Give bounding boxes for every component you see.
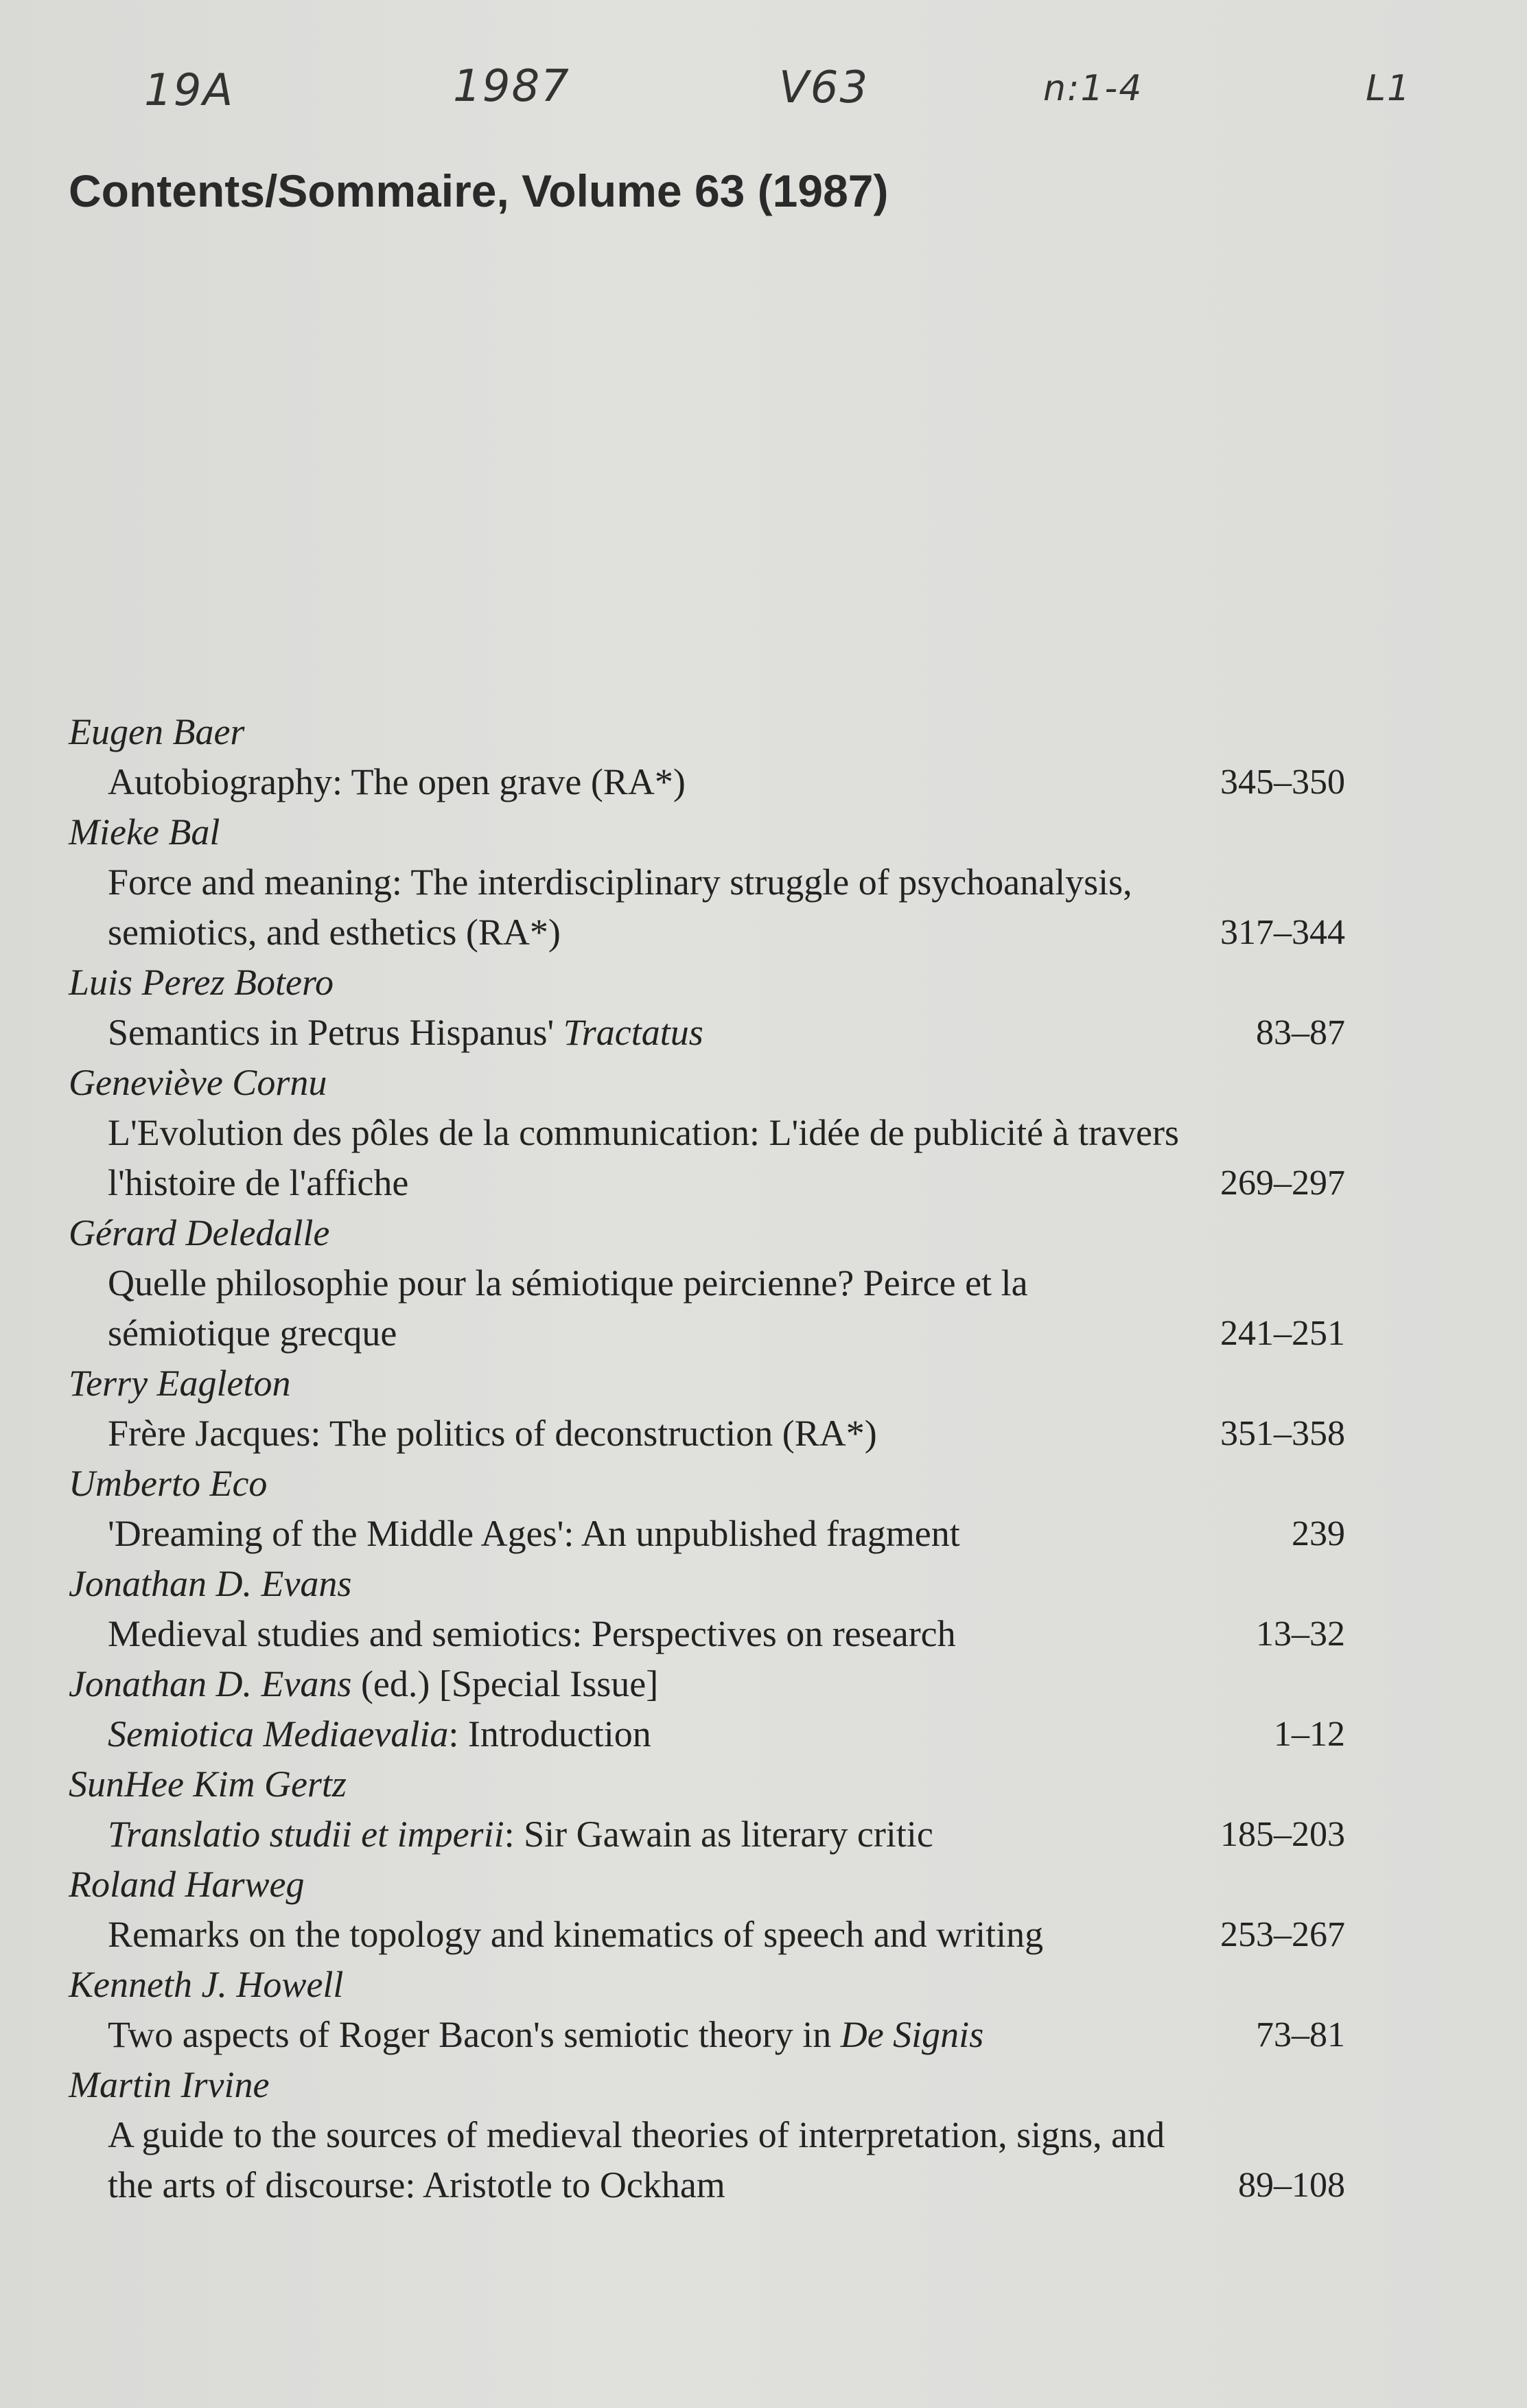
entry-author: Kenneth J. Howell [69, 1964, 344, 2005]
entry-pages: 253–267 [1220, 1915, 1345, 1954]
contents-entry [69, 1759, 1345, 1860]
entry-pages: 73–81 [1256, 2015, 1345, 2054]
entry-title-italic: Semiotica Mediaevalia [108, 1713, 449, 1755]
entry-author [69, 1659, 1345, 1709]
entry-author: Geneviève Cornu [69, 1062, 327, 1103]
contents-list [69, 707, 1345, 2210]
entry-title-plain: : Sir Gawain as literary critic [504, 1814, 933, 1855]
handwritten-notes [0, 61, 1527, 134]
entry-title-italic: Tractatus [563, 1012, 703, 1053]
entry-work [69, 2010, 1345, 2060]
entry-work [69, 1258, 1345, 1358]
entry-pages: 83–87 [1256, 1013, 1345, 1052]
entry-author-name: Jonathan D. Evans [69, 1663, 352, 1704]
entry-title: L'Evolution des pôles de la communication: L'idée de publicité à travers l'histoire de l'affiche [108, 1112, 1179, 1203]
contents-entry [69, 1960, 1345, 2060]
contents-entry [69, 1459, 1345, 1559]
entry-title: Quelle philosophie pour la sémiotique peircienne? Peirce et la sémiotique grecque [108, 1262, 1028, 1354]
entry-author: Jonathan D. Evans [69, 1563, 352, 1604]
entry-work [69, 2110, 1345, 2210]
entry-title-italic: De Signis [840, 2014, 984, 2055]
entry-author: Umberto Eco [69, 1463, 268, 1504]
contents-entry [69, 1860, 1345, 1960]
contents-entry [69, 2060, 1345, 2210]
entry-work [69, 1108, 1345, 1208]
contents-entry [69, 1659, 1345, 1759]
entry-author: Martin Irvine [69, 2064, 270, 2105]
entry-title: Force and meaning: The interdisciplinary struggle of psychoanalysis, semiotics, and esthetics (RA*) [108, 861, 1132, 953]
entry-title-italic: Translatio studii et imperii [108, 1814, 504, 1855]
entry-pages: 239 [1292, 1514, 1345, 1553]
handwritten-note: L1 [1366, 68, 1412, 109]
entry-title: 'Dreaming of the Middle Ages': An unpublished fragment [108, 1513, 960, 1554]
page-title: Contents/Sommaire, Volume 63 (1987) [69, 165, 889, 216]
entry-title [108, 1008, 1184, 1058]
entry-title-plain: Two aspects of Roger Bacon's semiotic theory in [108, 2014, 841, 2055]
entry-work [69, 1609, 1345, 1659]
entry-work [69, 757, 1345, 807]
contents-entry [69, 958, 1345, 1058]
handwritten-note: 19A [144, 65, 235, 116]
entry-pages: 241–251 [1220, 1314, 1345, 1353]
entry-title: Medieval studies and semiotics: Perspectives on research [108, 1613, 956, 1654]
entry-author: Gérard Deledalle [69, 1212, 330, 1253]
entry-pages: 351–358 [1220, 1414, 1345, 1453]
entry-work [69, 1008, 1345, 1058]
entry-author: Luis Perez Botero [69, 962, 334, 1003]
entry-pages: 1–12 [1274, 1715, 1345, 1754]
entry-pages: 185–203 [1220, 1815, 1345, 1854]
contents-entry [69, 707, 1345, 807]
handwritten-note: 1987 [453, 61, 570, 112]
entry-title-plain: : Introduction [448, 1713, 651, 1755]
contents-entry [69, 1208, 1345, 1358]
handwritten-note: V63 [779, 62, 870, 113]
entry-work [69, 1910, 1345, 1960]
entry-work [69, 1709, 1345, 1759]
entry-author: Roland Harweg [69, 1864, 305, 1905]
entry-work [69, 1509, 1345, 1559]
handwritten-note: n:1-4 [1043, 68, 1143, 109]
contents-entry [69, 1058, 1345, 1208]
contents-entry [69, 1559, 1345, 1659]
entry-author: SunHee Kim Gertz [69, 1763, 347, 1805]
entry-title [108, 2010, 1184, 2060]
entry-title: A guide to the sources of medieval theories of interpretation, signs, and the arts of discourse: Aristotle to Ockham [108, 2114, 1165, 2206]
entry-work [69, 1409, 1345, 1459]
entry-title-plain: Semantics in Petrus Hispanus' [108, 1012, 563, 1053]
entry-author-suffix: (ed.) [Special Issue] [351, 1663, 659, 1704]
entry-title: Autobiography: The open grave (RA*) [108, 761, 686, 802]
entry-author: Mieke Bal [69, 811, 220, 853]
entry-pages: 345–350 [1220, 763, 1345, 802]
entry-work [69, 857, 1345, 958]
entry-pages: 317–344 [1220, 913, 1345, 952]
entry-pages: 13–32 [1256, 1614, 1345, 1654]
entry-title: Remarks on the topology and kinematics of speech and writing [108, 1914, 1044, 1955]
entry-work [69, 1809, 1345, 1860]
entry-author: Terry Eagleton [69, 1363, 291, 1404]
entry-title: Frère Jacques: The politics of deconstruction (RA*) [108, 1413, 877, 1454]
entry-author: Eugen Baer [69, 711, 245, 752]
entry-pages: 269–297 [1220, 1164, 1345, 1203]
entry-pages: 89–108 [1238, 2166, 1345, 2205]
contents-entry [69, 1358, 1345, 1459]
entry-title [108, 1809, 1184, 1860]
entry-title [108, 1709, 1184, 1759]
contents-entry [69, 807, 1345, 958]
